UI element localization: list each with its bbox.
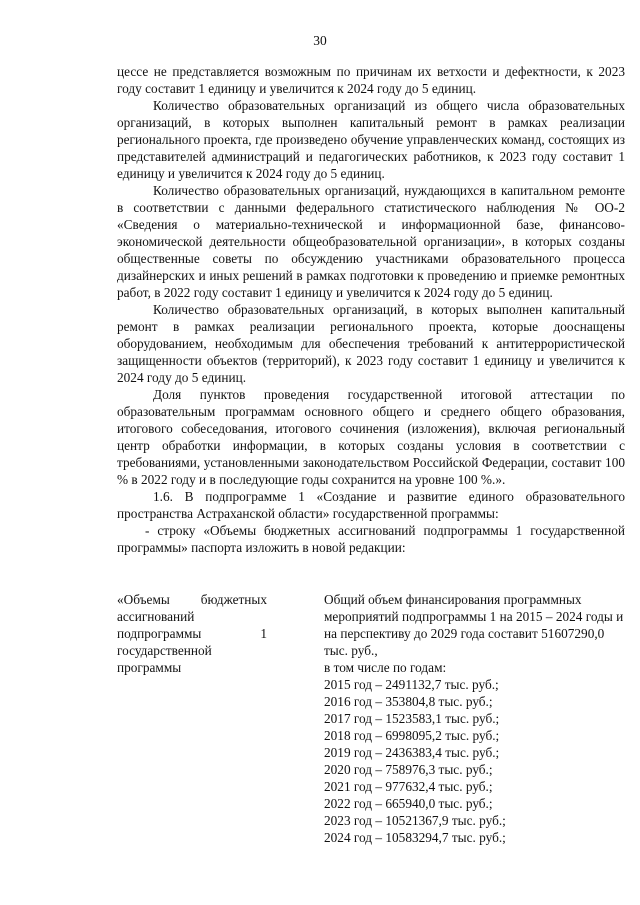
- year-line-2022: 2022 год – 665940,0 тыс. руб.;: [324, 796, 493, 811]
- paragraph-continuation: цессе не представляется возможным по причинам их ветхости и дефектности, к 2023 году составит 1 единицу и увеличится к 2024 году до 5 единиц.: [117, 64, 625, 96]
- year-line-2015: 2015 год – 2491132,7 тыс. руб.;: [324, 677, 499, 692]
- year-line-2021: 2021 год – 977632,4 тыс. руб.;: [324, 779, 493, 794]
- year-line-2023: 2023 год – 10521367,9 тыс. руб.;: [324, 813, 506, 828]
- paragraph-antiterror-equipment: Количество образовательных организаций, в которых выполнен капитальный ремонт в рамках реализации регионального проекта, которые дооснащены оборудованием, необходимым для обеспечения требований к антитеррористической защищенности объектов (территорий), к 2023 году составит 1 единицу и увеличится к 2024 году до 5 единиц.: [117, 302, 625, 385]
- total-financing-text: Общий объем финансирования программных мероприятий подпрограммы 1 на 2015 – 2024 годы и на перспективу до 2029 года составит 51607290,0 тыс. руб.,: [324, 592, 624, 658]
- year-line-2018: 2018 год – 6998095,2 тыс. руб.;: [324, 728, 500, 743]
- budget-row-label: «Объемы бюджетных ассигнований подпрограммы 1 государственной программы: [117, 592, 267, 675]
- paragraph-exam-points: Доля пунктов проведения государственной итоговой аттестации по образовательным программам основного общего и среднего общего образования, итогового собеседования, итогового сочинения (изложения), включая региональный центр обработки информации, в которых созданы условия в соответствии с требованиями, установленными законодательством Российской Федерации, составит 100 % в 2022 году и в последующие годы сохранится на уровне 100 %.».: [117, 387, 625, 487]
- paragraph-training-teams: Количество образовательных организаций из общего числа образовательных организаций, в которых выполнен капитальный ремонт в рамках реализации регионального проекта, где произведено обучение управленческих команд, состоящих из представителей администраций и педагогических работников, к 2023 году составит 1 единицу и увеличится к 2024 году до 5 единиц.: [117, 98, 625, 181]
- page-number: 30: [313, 33, 327, 48]
- paragraph-row-instruction: - строку «Объемы бюджетных ассигнований подпрограммы 1 государственной программы» паспорта изложить в новой редакции:: [117, 523, 625, 555]
- budget-row-value: [324, 591, 625, 846]
- year-line-2016: 2016 год – 353804,8 тыс. руб.;: [324, 694, 493, 709]
- body-text: [117, 63, 625, 556]
- paragraph-public-councils: Количество образовательных организаций, нуждающихся в капитальном ремонте в соответствии с данными федерального статистического наблюдения № ОО-2 «Сведения о материально-технической и информационной базе, финансово-экономической деятельности общеобразовательной организации», в которых созданы общественные советы по обсуждению участниками образовательного процесса дизайнерских и иных решений в рамках подготовки к проведению и приемке ремонтных работ, в 2022 году составит 1 единицу и увеличится к 2024 году до 5 единиц.: [117, 183, 625, 300]
- paragraph-subprogram-heading: 1.6. В подпрограмме 1 «Создание и развитие единого образовательного пространства Астраханской области» государственной программы:: [117, 489, 625, 521]
- year-line-2024: 2024 год – 10583294,7 тыс. руб.;: [324, 830, 506, 845]
- year-line-2020: 2020 год – 758976,3 тыс. руб.;: [324, 762, 493, 777]
- year-line-2017: 2017 год – 1523583,1 тыс. руб.;: [324, 711, 500, 726]
- years-intro: в том числе по годам:: [324, 660, 447, 675]
- year-line-2019: 2019 год – 2436383,4 тыс. руб.;: [324, 745, 500, 760]
